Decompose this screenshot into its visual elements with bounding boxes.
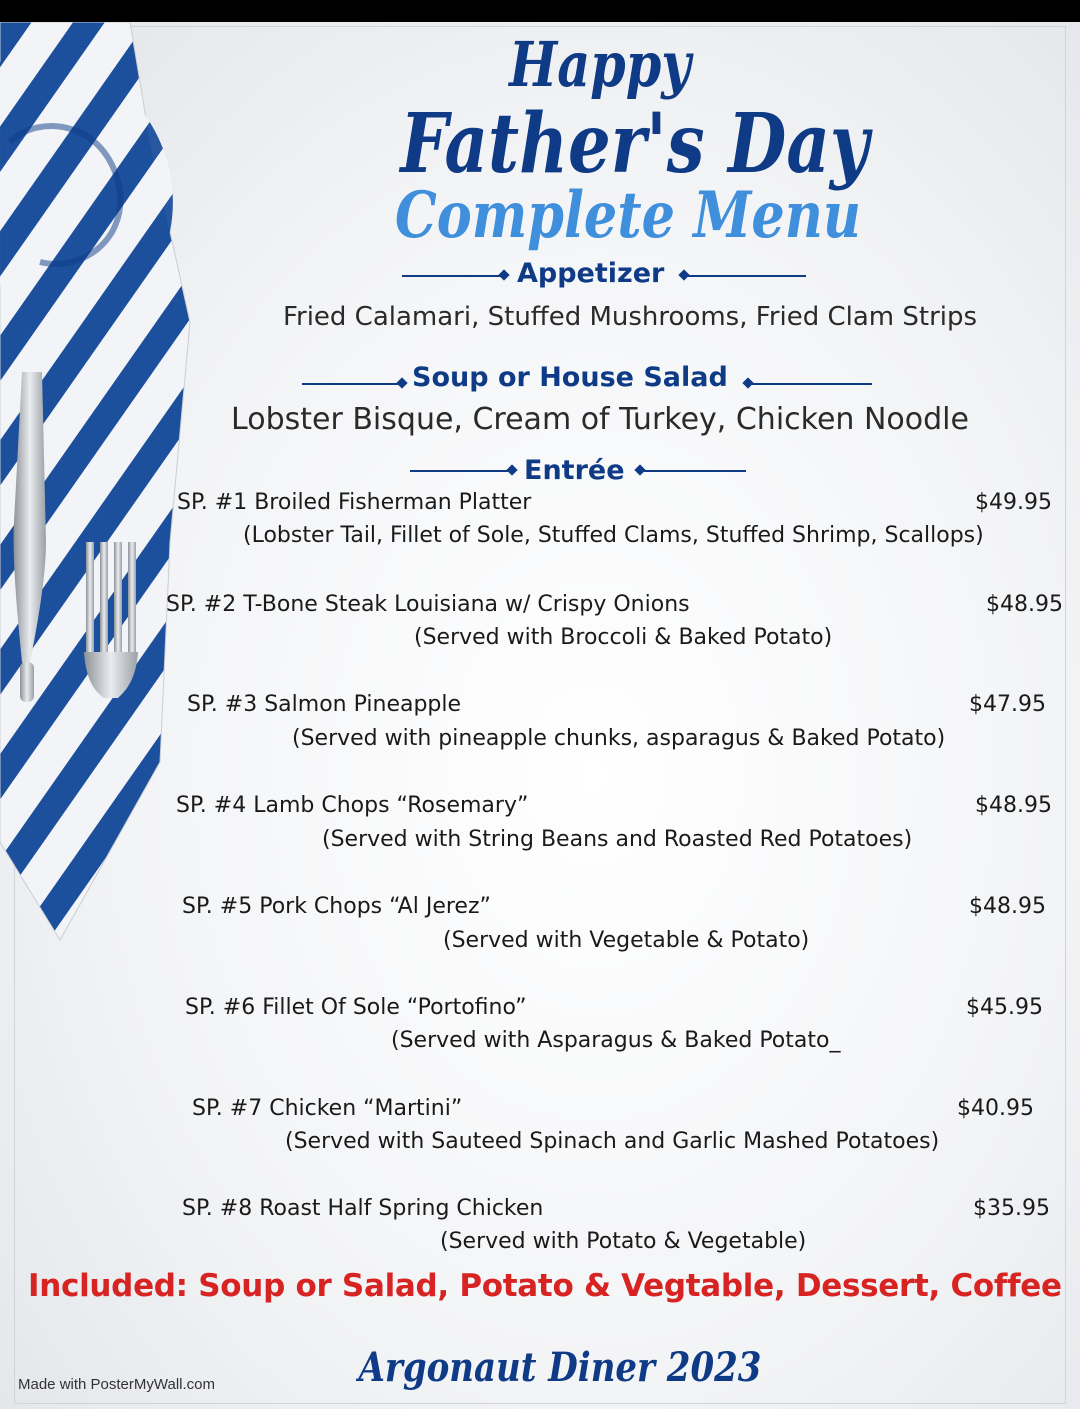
entree-price: $35.95 <box>973 1196 1050 1221</box>
entree-description: (Served with Broccoli & Baked Potato) <box>414 625 833 650</box>
entree-price: $45.95 <box>966 995 1043 1020</box>
section-heading-appetizer: Appetizer <box>517 258 665 289</box>
entree-description: (Served with Potato & Vegetable) <box>440 1229 807 1254</box>
entree-description: (Served with String Beans and Roasted Red Potatoes) <box>322 827 913 852</box>
status-strip <box>0 0 1080 22</box>
entree-price: $48.95 <box>975 793 1052 818</box>
entree-description: (Lobster Tail, Fillet of Sole, Stuffed Clams, Stuffed Shrimp, Scallops) <box>243 523 984 548</box>
entree-name: SP. #7 Chicken “Martini” <box>192 1096 463 1121</box>
entree-price: $48.95 <box>969 894 1046 919</box>
section-heading-soup: Soup or House Salad <box>412 362 728 393</box>
included-note: Included: Soup or Salad, Potato & Vegtable, Dessert, Coffee <box>28 1268 1062 1304</box>
entree-description: (Served with pineapple chunks, asparagus & Baked Potato) <box>292 726 946 751</box>
entree-description: (Served with Asparagus & Baked Potato_ <box>391 1028 841 1053</box>
divider-line <box>302 383 400 385</box>
entree-name: SP. #1 Broiled Fisherman Platter <box>177 490 532 515</box>
divider-line <box>752 383 872 385</box>
entree-price: $49.95 <box>975 490 1052 515</box>
entree-description: (Served with Vegetable & Potato) <box>443 928 810 953</box>
title-fathers-day: Father's Day <box>400 96 869 192</box>
title-complete-menu: Complete Menu <box>395 178 862 253</box>
postermywall-credit: Made with PosterMyWall.com <box>18 1376 215 1393</box>
entree-name: SP. #8 Roast Half Spring Chicken <box>182 1196 544 1221</box>
section-heading-entree: Entrée <box>524 455 625 486</box>
soup-list: Lobster Bisque, Cream of Turkey, Chicken Noodle <box>231 402 969 437</box>
divider-line <box>688 275 806 277</box>
divider-line <box>644 470 746 472</box>
divider-line <box>410 470 510 472</box>
appetizer-list: Fried Calamari, Stuffed Mushrooms, Fried Clam Strips <box>282 302 978 332</box>
entree-name: SP. #4 Lamb Chops “Rosemary” <box>176 793 529 818</box>
entree-name: SP. #3 Salmon Pineapple <box>187 692 462 717</box>
entree-name: SP. #5 Pork Chops “Al Jerez” <box>182 894 491 919</box>
title-happy: Happy <box>509 28 691 101</box>
entree-name: SP. #2 T-Bone Steak Louisiana w/ Crispy Onions <box>166 592 690 617</box>
entree-price: $48.95 <box>986 592 1063 617</box>
entree-name: SP. #6 Fillet Of Sole “Portofino” <box>185 995 527 1020</box>
tie-cutlery-illustration <box>0 22 200 952</box>
entree-price: $40.95 <box>957 1096 1034 1121</box>
entree-price: $47.95 <box>969 692 1046 717</box>
divider-line <box>402 275 502 277</box>
restaurant-signature: Argonaut Diner 2023 <box>358 1344 762 1391</box>
entree-description: (Served with Sauteed Spinach and Garlic Mashed Potatoes) <box>285 1129 940 1154</box>
